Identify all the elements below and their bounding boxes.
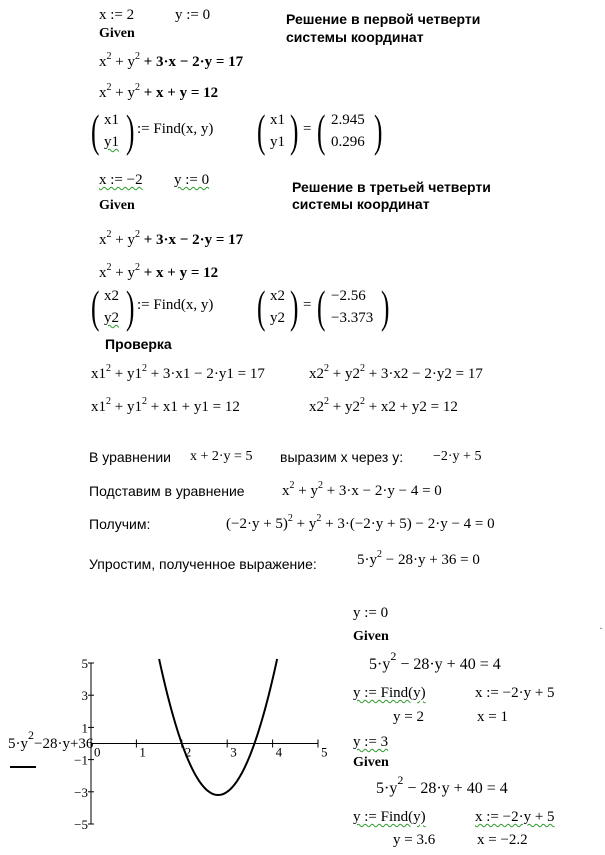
step2-expr: $x^2 + y^2 + 3\cdot x - 2\cdot y - 4 = 0$ xyxy=(282,480,442,499)
equation-1a: $x^2 + y^2 + 3\cdot x - 2\cdot y = 17$ xyxy=(99,51,244,70)
result-2: ( x2 y2 ) = ( −2.56 −3.373 ) xyxy=(257,281,390,332)
x-tick-label: 2 xyxy=(184,744,192,760)
check-heading: Проверка xyxy=(105,336,172,352)
y-tick-label: −5 xyxy=(74,817,88,832)
chart-ylabel: $5\cdot y^2-28\cdot y+36$ xyxy=(8,728,94,752)
x-tick-label: 4 xyxy=(275,744,283,760)
step1-label: В уравнении xyxy=(89,449,171,465)
check-2a: $x1^2 + y1^2 + x1 + y1 = 12$ xyxy=(91,396,240,415)
step1-expr: x + 2·y = 5 xyxy=(190,449,253,464)
res-x2-value: −2.56 xyxy=(331,288,366,304)
step4-expr: $5\cdot y^2 - 28\cdot y + 36 = 0$ xyxy=(357,549,480,568)
solve-res-x-1: x = 1 xyxy=(477,709,508,725)
vec-y1: y1 xyxy=(104,134,119,150)
given-2: Given xyxy=(99,198,135,213)
solve-find-1: y := Find(y) xyxy=(353,685,426,701)
heading-q1-line2: системы координат xyxy=(286,29,424,45)
solve-xexpr-2: x := −2·y + 5 xyxy=(475,809,555,825)
vec-y2: y2 xyxy=(104,310,119,326)
vec-x1: x1 xyxy=(104,112,119,128)
find-xy-2: ( x2 y2 ) := Find(x, y) xyxy=(91,281,214,332)
step4-label: Упростим, полученное выражение: xyxy=(89,556,317,572)
step3-label: Получим: xyxy=(89,516,151,532)
solve-eq-1: $5\cdot y^2 - 28\cdot y + 40 = 4$ xyxy=(369,649,501,673)
heading-q1-line1: Решение в первой четверти xyxy=(286,11,481,27)
solve-res-x-2: x = −2.2 xyxy=(477,832,528,848)
y-tick-label: 1 xyxy=(81,720,88,736)
step1-result: −2·y + 5 xyxy=(433,449,482,464)
res-y1-value: 0.296 xyxy=(331,134,365,150)
res-y1-label: y1 xyxy=(270,134,285,150)
check-1a: $x1^2 + y1^2 + 3\cdot x1 - 2\cdot y1 = 17$ xyxy=(91,363,265,382)
solve-res-y-2: y = 3.6 xyxy=(393,832,436,848)
equation-2a: $x^2 + y^2 + 3\cdot x - 2\cdot y = 17$ xyxy=(99,229,244,248)
heading-q3-line1: Решение в третьей четверти xyxy=(292,179,491,195)
solve-given-2: Given xyxy=(353,755,389,770)
check-1b: $x2^2 + y2^2 + 3\cdot x2 - 2\cdot y2 = 17$ xyxy=(309,363,483,382)
solve-given-1: Given xyxy=(353,629,389,644)
find-call-2: := Find(x, y) xyxy=(137,297,214,313)
check-2b: $x2^2 + y2^2 + x2 + y2 = 12$ xyxy=(309,396,458,415)
res-x2-label: x2 xyxy=(270,288,285,304)
find-xy-1: ( x1 y1 ) := Find(x, y) xyxy=(91,105,214,156)
equals-sign: = xyxy=(303,121,312,137)
result-1: ( x1 y1 ) = ( 2.945 0.296 ) xyxy=(257,105,383,156)
stray-mark: · xyxy=(599,621,603,635)
equation-1b: $x^2 + y^2 + x + y = 12$ xyxy=(99,82,219,101)
given-1: Given xyxy=(99,26,135,41)
init-y-1: y := 0 xyxy=(175,7,211,23)
curve-series xyxy=(159,659,277,795)
solve-xexpr-1: x := −2·y + 5 xyxy=(475,685,555,701)
equation-2b: $x^2 + y^2 + x + y = 12$ xyxy=(99,262,219,281)
y-tick-label: −3 xyxy=(74,784,88,800)
solve-find-2: y := Find(y) xyxy=(353,809,426,825)
equals-sign-2: = xyxy=(303,297,312,313)
x-tick-label: 5 xyxy=(321,744,328,760)
solve-res-y-1: y = 2 xyxy=(393,709,424,725)
step1-label2: выразим х через у: xyxy=(280,449,404,465)
solve-init-y1: y := 0 xyxy=(353,605,389,621)
init-x-1: x := 2 xyxy=(99,7,135,23)
res-y2-value: −3.373 xyxy=(331,310,374,326)
vec-x2: x2 xyxy=(104,288,119,304)
solve-init-y2: y := 3 xyxy=(353,734,389,750)
init-y-2: y := 0 xyxy=(174,172,210,188)
solve-eq-2: $5\cdot y^2 - 28\cdot y + 40 = 4$ xyxy=(376,773,508,797)
x-tick-label: 1 xyxy=(139,744,146,760)
step3-expr: $(-2\cdot y + 5)^2 + y^2 + 3\cdot(-2\cdot y + 5) - 2\cdot y - 4 = 0$ xyxy=(226,513,495,532)
heading-q3-line2: системы координат xyxy=(292,196,430,212)
x-tick-label: 3 xyxy=(230,744,237,760)
find-call-1: := Find(x, y) xyxy=(137,121,214,137)
res-x1-value: 2.945 xyxy=(331,112,365,128)
res-y2-label: y2 xyxy=(270,310,285,326)
res-x1-label: x1 xyxy=(270,112,285,128)
step2-label: Подставим в уравнение xyxy=(89,483,245,499)
init-x-2: x := −2 xyxy=(99,172,143,188)
y-tick-label: −1 xyxy=(74,752,88,768)
y-tick-label: 3 xyxy=(81,688,88,704)
y-tick-label: 5 xyxy=(81,656,88,671)
x-tick-label: 0 xyxy=(94,744,101,760)
